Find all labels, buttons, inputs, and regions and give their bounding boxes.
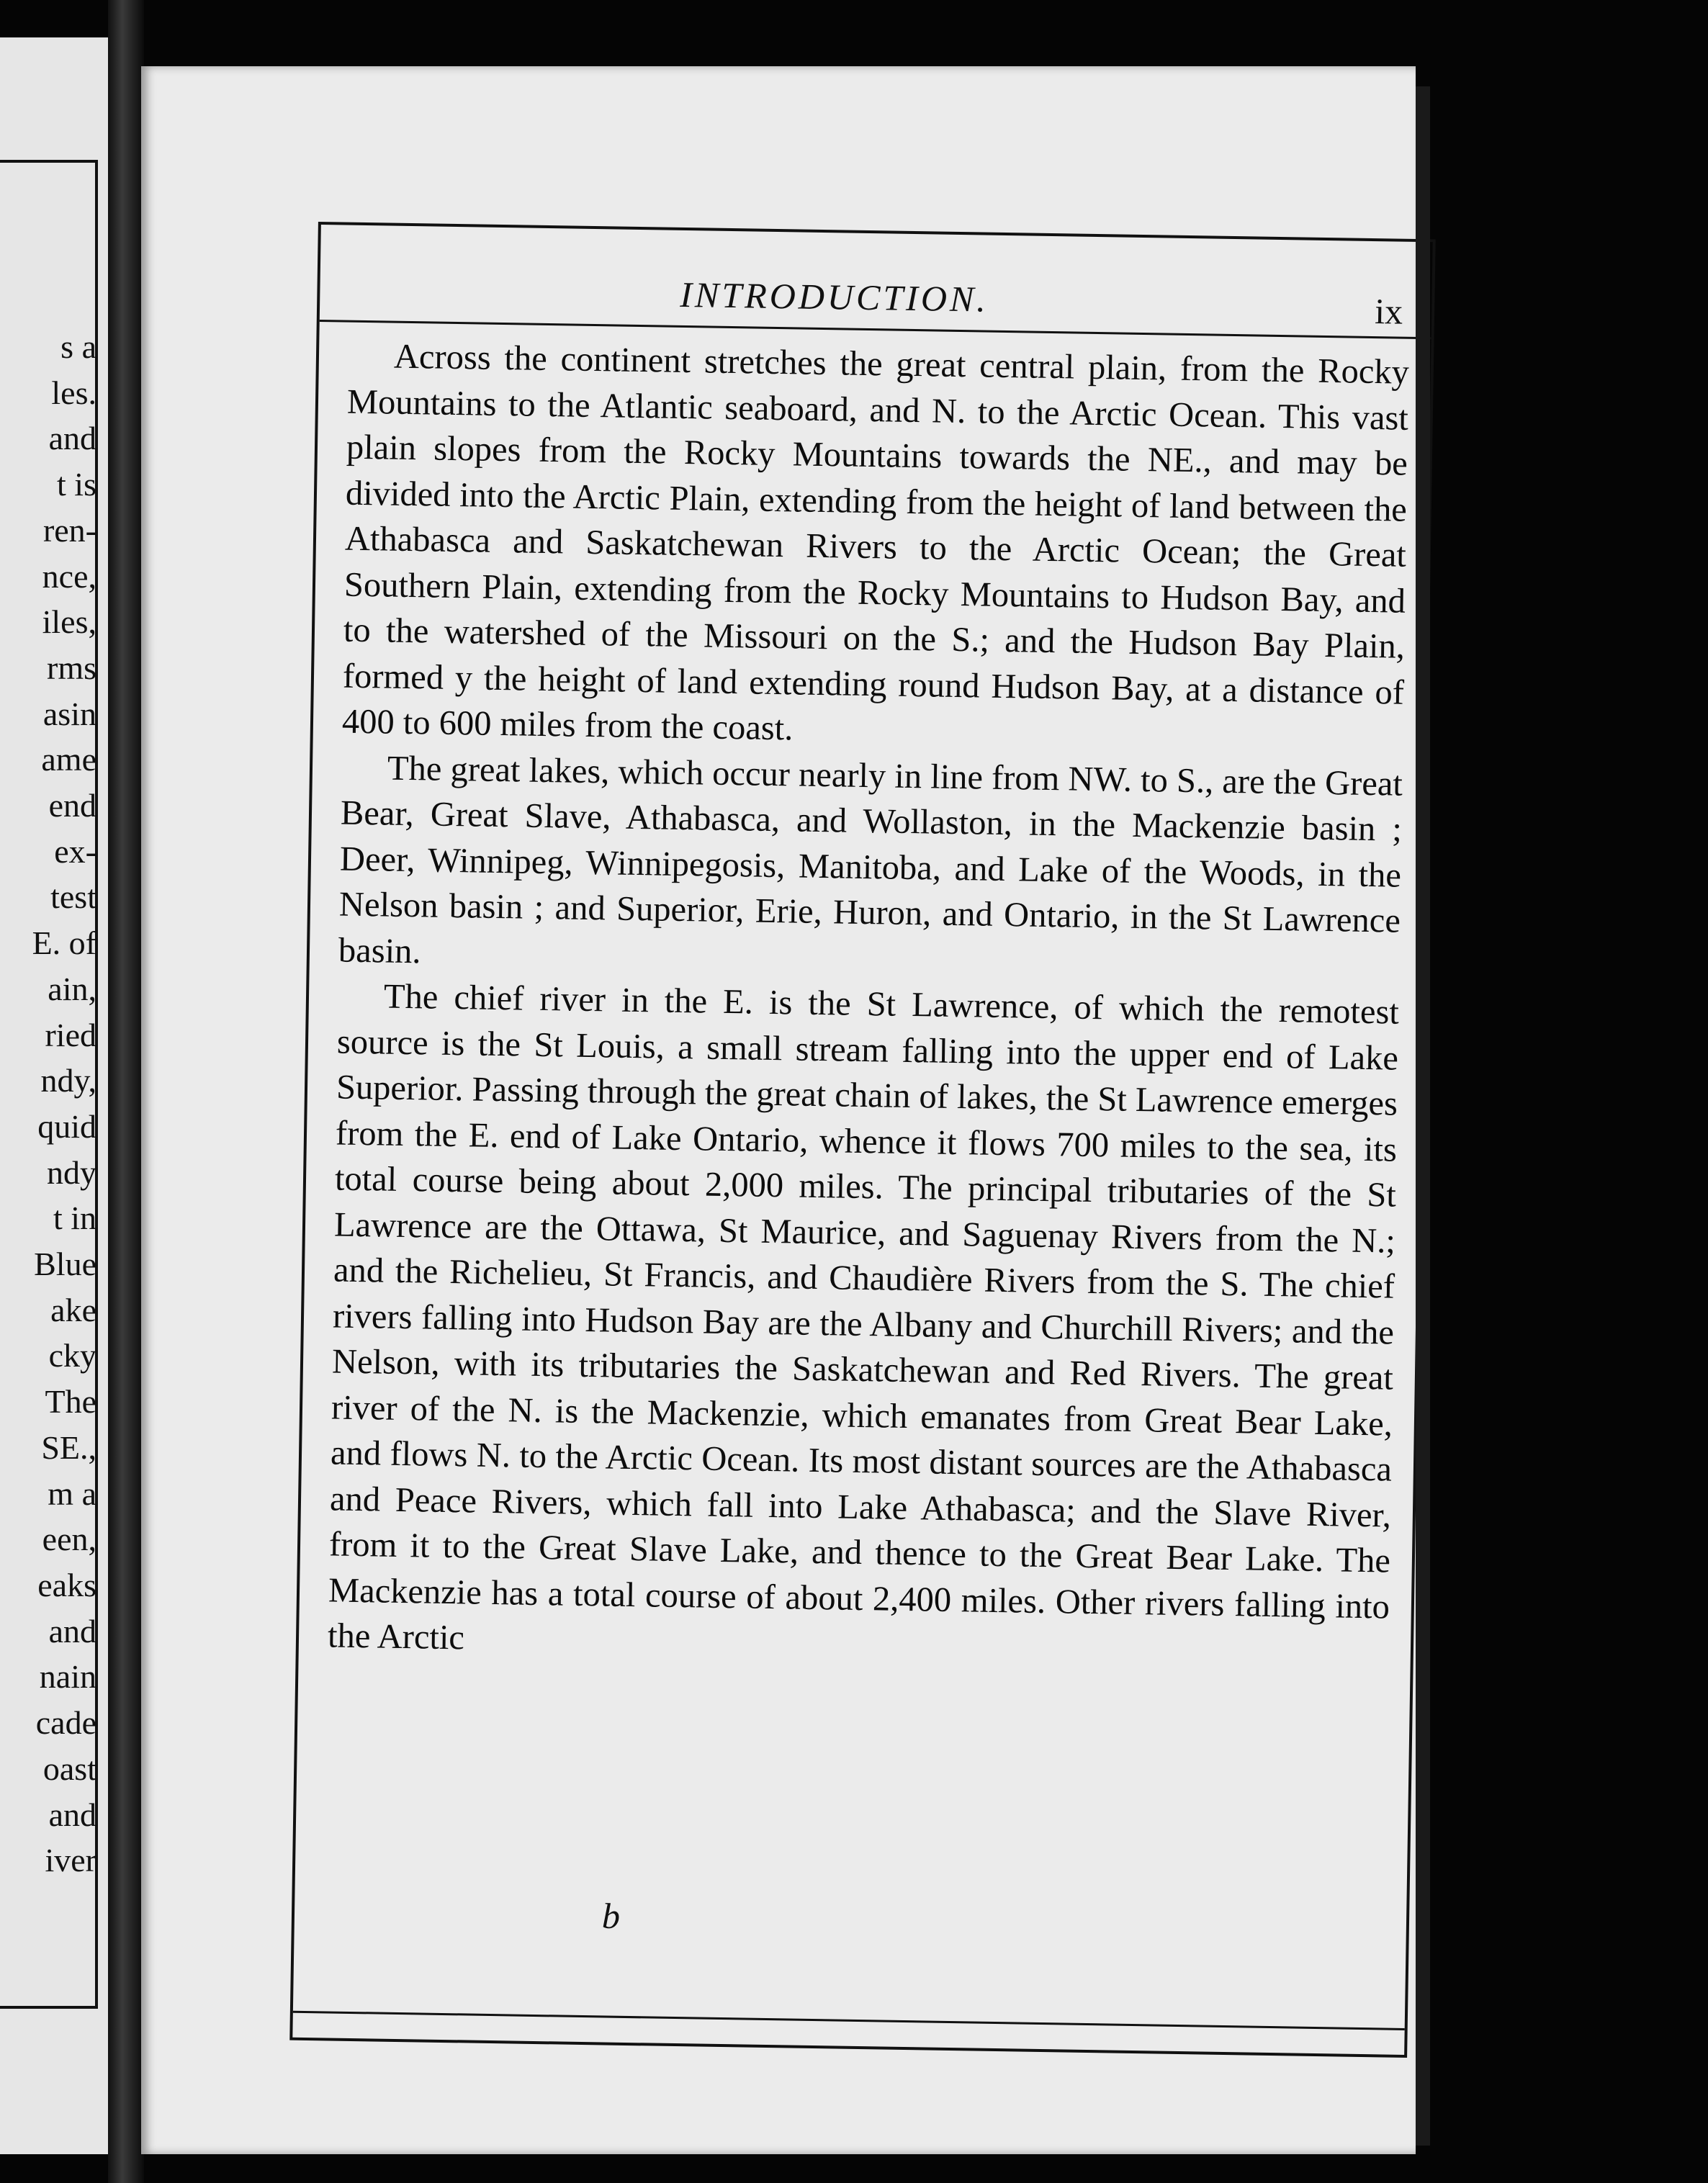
left-page-line-ending: and — [48, 420, 96, 457]
left-page-line-ending: end — [48, 787, 96, 824]
left-page-line-ending: The — [45, 1383, 96, 1421]
left-page-line-ending: rms — [47, 649, 96, 686]
left-page-line-ending: iles, — [42, 603, 96, 641]
left-page-line-ending: ndy, — [40, 1062, 96, 1099]
left-page-line-ending: ake — [50, 1291, 96, 1328]
left-page-line-ending: eaks — [37, 1566, 96, 1603]
left-page-line-ending: Blue — [34, 1246, 96, 1283]
running-head: INTRODUCTION. — [679, 274, 989, 320]
left-facing-page — [0, 37, 112, 2154]
left-page-line-ending: s a — [60, 328, 96, 365]
right-page — [141, 66, 1416, 2154]
left-page-line-ending: een, — [42, 1521, 96, 1558]
left-page-line-ending: quid — [37, 1107, 96, 1145]
left-page-line-ending: t is — [57, 466, 96, 503]
left-page-line-ending: cade — [35, 1704, 96, 1742]
left-page-line-ending: nain — [39, 1658, 96, 1696]
left-page-line-endings — [32, 324, 96, 1883]
left-page-line-ending: E. of — [32, 924, 96, 962]
paragraph-central-plain: Across the continent stretches the great central plain, from the Rocky Mountains to the Atlantic seaboard, and N. to the Arctic Ocean. This vast plain slopes from the Rocky Mountains towards the NE., and may be divided into the Arctic Plain, extending from the height of land between the Athabasca and Saskatchewan Rivers to the Arctic Ocean; the Great Southern Plain, extending from the Rocky Mountains to Hudson Bay, and to the watershed of the Missouri on the S.; and the Hudson Bay Plain, formed y the height of land extending round Hudson Bay, at a distance of 400 to 600 miles from the coast. — [341, 337, 1410, 748]
left-page-line-ending: cky — [48, 1337, 96, 1374]
paragraph-great-lakes: The great lakes, which occur nearly in line from NW. to S., are the Great Bear, Great Slave, Athabasca, and Wollaston, in the Mackenzie basin ; Deer, Winnipeg, Winnipegosis, Manitoba, and Lake of the Woods, in the Nelson basin ; and Superior, Erie, Huron, and Ontario, in the St Lawrence basin. — [338, 749, 1403, 971]
left-page-line-ending: test — [50, 878, 96, 916]
body-text — [328, 333, 1410, 1675]
left-page-line-ending: and — [48, 1612, 96, 1649]
page-number: ix — [1374, 291, 1403, 332]
page-frame — [289, 222, 1435, 2058]
left-page-line-ending: ain, — [48, 970, 96, 1007]
left-page-line-ending: nce, — [42, 557, 96, 595]
left-page-line-ending: oast — [42, 1750, 96, 1787]
left-page-line-ending: les. — [51, 374, 96, 411]
left-page-line-ending: ndy — [47, 1153, 96, 1191]
left-page-line-ending: asin — [42, 695, 96, 732]
left-page-line-ending: ren- — [42, 511, 96, 549]
left-page-line-ending: SE., — [41, 1428, 96, 1466]
book-spine — [108, 0, 144, 2183]
left-page-line-ending: t in — [53, 1199, 96, 1237]
left-page-line-ending: ame — [41, 741, 96, 778]
left-page-line-ending: and — [48, 1796, 96, 1833]
signature-mark: b — [601, 1895, 621, 1937]
page-edge-shadow — [1416, 86, 1430, 2146]
left-page-line-ending: ex- — [54, 832, 96, 870]
paragraph-rivers: The chief river in the E. is the St Lawrence, of which the remotest source is the St Louis, a small stream falling into the upper end of Lake Superior. Passing through the great chain of lakes, the St Lawrence emerges from the E. end of Lake Ontario, whence it flows 700 miles to the sea, its total course being about 2,000 miles. The principal tributaries of the St Lawrence are the Ottawa, St Maurice, and Saguenay Rivers from the N.; and the Richelieu, St Francis, and Chaudière Rivers from the S. The chief rivers falling into Hudson Bay are the Albany and Churchill Rivers; and the Nelson, with its tributaries the Saskatchewan and Red Rivers. The great river of the N. is the Mackenzie, which emanates from Great Bear Lake, and flows N. to the Arctic Ocean. Its most distant sources are the Athabasca and Peace Rivers, which fall into Lake Athabasca; and the Slave River, from it to the Great Slave Lake, and thence to the Great Bear Lake. The Mackenzie has a total course of about 2,400 miles. Other rivers falling into the Arctic — [327, 977, 1400, 1657]
left-page-line-ending: ried — [45, 1016, 96, 1053]
footer-rule — [293, 2011, 1405, 2030]
left-page-line-ending: iver — [45, 1842, 96, 1879]
left-page-line-ending: m a — [48, 1475, 96, 1512]
